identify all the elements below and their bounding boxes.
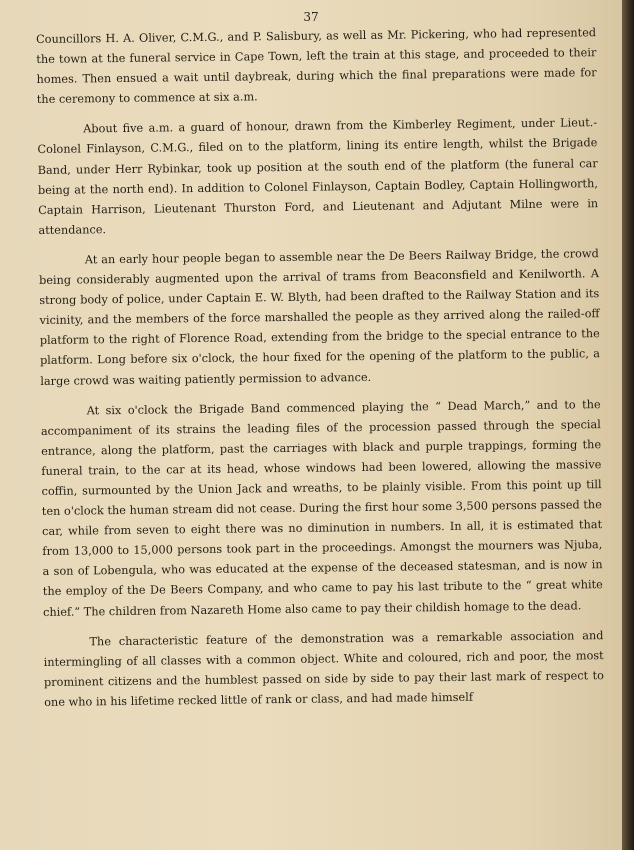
body-text: [36, 23, 604, 723]
paragraph-2: About five a.m. a guard of honour, drawn from the Kimberley Regiment, under Lieut.-Colonel Finlayson, C.M.G., filed on to the platform, lining its entire length, whilst the Brigade Band, under Herr Rybinkar, took up position at the south end of the platform (the funeral car being at the north end). In addition to Colonel Finlayson, Captain Bodley, Captain Hollingworth, Captain Harrison, Lieutenant Thurston Ford, and Lieutenant and Adjutant Milne were in attendance.: [37, 116, 599, 237]
paragraph-1: Councillors H. A. Oliver, C.M.G., and P. Salisbury, as well as Mr. Pickering, who had represented the town at the funeral service in Cape Town, left the train at this stage, and proceeded to their homes. Then ensued a wait until daybreak, during which the final preparations were made for the ceremony to commence at six a.m.: [36, 26, 597, 107]
paragraph-3: At an early hour people began to assemble near the De Beers Railway Bridge, the crowd being considerably augmented upon the arrival of trams from Beaconsfield and Kenilworth. A strong body of police, under Captain E. W. Blyth, had been drafted to the Railway Station and its vicinity, and the members of the force marshalled the people as they arrived along the railed-off platform to the right of Florence Road, extending from the bridge to the special entrance to the platform. Long before six o'clock, the hour fixed for the opening of the platform to the public, a large crowd was waiting patiently permission to advance.: [38, 247, 601, 388]
page-number: 37: [303, 10, 319, 24]
paragraph-5: The characteristic feature of the demonstration was a remarkable association and intermingling of all classes with a common object. White and coloured, rich and poor, the most prominent citizens and the humblest passed on side by side to pay their last mark of respect to one who in his lifetime recked little of rank or class, and had made himself: [43, 628, 605, 709]
paragraph-4: At six o'clock the Brigade Band commenced playing the “ Dead March,” and to the accompaniment of its strains the leading files of the procession passed through the special entrance, along the platform, past the carriages with black and purple trappings, forming the funeral train, to the car at its head, whose windows had been lowered, allowing the massive coffin, surmounted by the Union Jack and wreaths, to be plainly visible. From this point up till ten o'clock the human stream did not cease. During the first hour some 3,500 persons passed the car, while from seven to eight there was no diminution in numbers. In all, it is estimated that from 13,000 to 15,000 persons took part in the proceedings. Amongst the mourners was Njuba, a son of Lobengula, who was educated at the expense of the deceased statesman, and is now in the employ of the De Beers Company, and who came to pay his last tribute to the “ great white chief.” The children from Nazareth Home also came to pay their childish homage to the dead.: [40, 397, 603, 619]
page-edge-shadow: [622, 0, 634, 850]
